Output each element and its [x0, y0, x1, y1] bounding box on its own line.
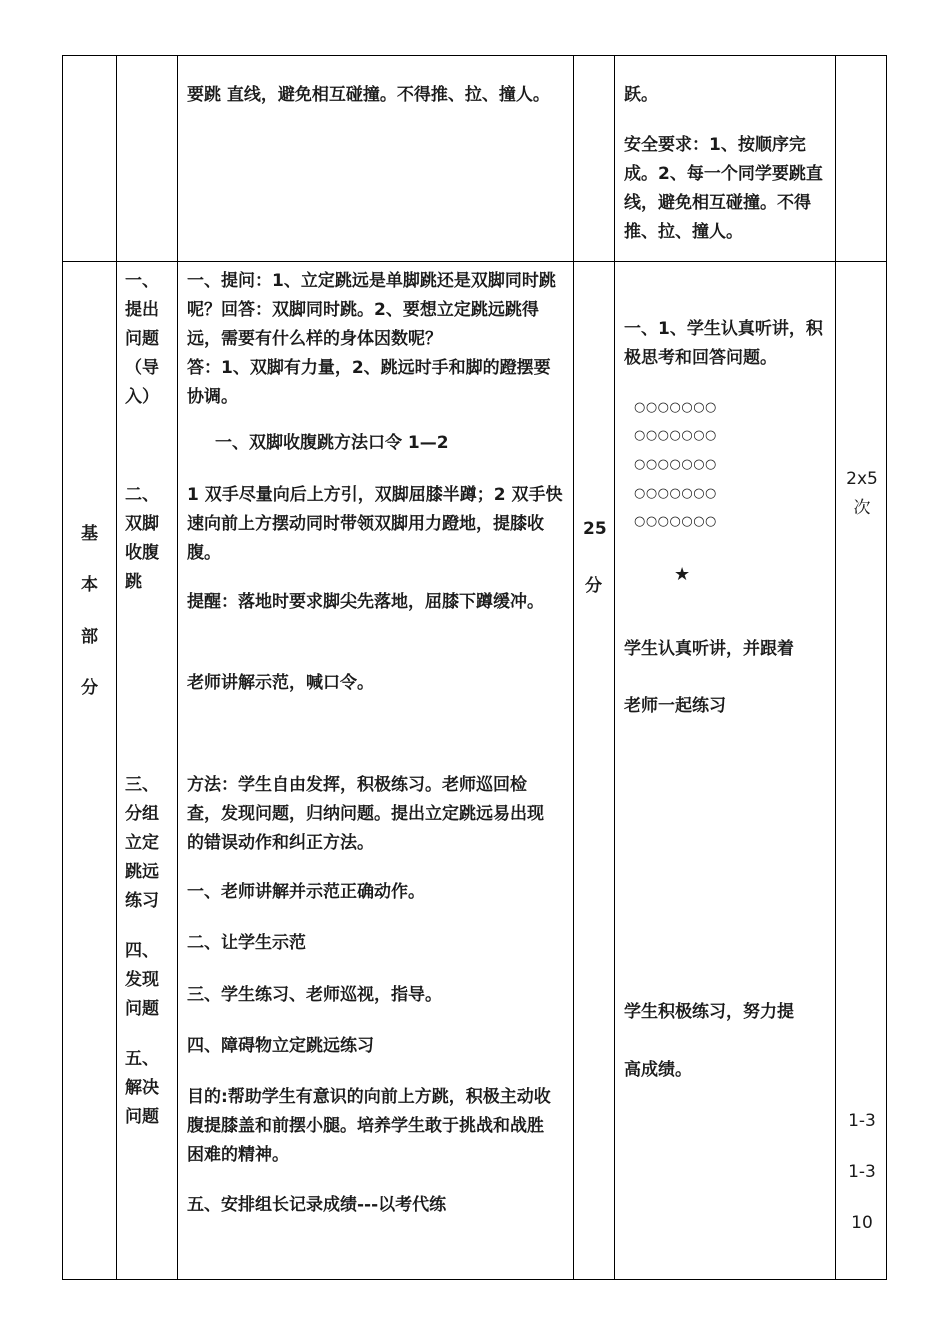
teacher-star-icon: ★	[674, 564, 691, 585]
content-question: 一、提问：1、立定跳远是单脚跳还是双脚同时跳呢？回答：双脚同时跳。2、要想立定跳远跳得远，需要有什么样的身体因数呢？	[187, 271, 556, 349]
step-jump: 二、双脚收腹跳	[125, 485, 159, 592]
formation-row: ○○○○○○○	[634, 428, 717, 443]
step-solve-problems: 五、解决问题	[125, 1049, 159, 1127]
content-item-3: 三、学生练习、老师巡视，指导。	[187, 985, 442, 1005]
section-label-char: 分	[81, 678, 98, 698]
set-count: 1-3	[848, 1162, 876, 1182]
content-item-1: 一、老师讲解并示范正确动作。	[187, 882, 425, 902]
student-activity-listen: 一、1、学生认真听讲，积极思考和回答问题。	[624, 319, 823, 368]
formation-row: ○○○○○○○	[634, 514, 717, 529]
formation-row: ○○○○○○○	[634, 457, 717, 472]
student-activity-follow-b: 老师一起练习	[624, 696, 726, 716]
top-row-content: 要跳 直线，避免相互碰撞。不得推、拉、撞人。	[187, 85, 550, 105]
content-method-title: 一、双脚收腹跳方法口令 1—2	[215, 433, 449, 453]
row-divider	[63, 261, 886, 262]
content-teacher-demo: 老师讲解示范，喊口令。	[187, 673, 374, 693]
content-item-4: 四、障碍物立定跳远练习	[187, 1036, 374, 1056]
section-label-char: 部	[81, 627, 98, 647]
section-label-char: 基	[81, 524, 98, 544]
content-answer: 答：1、双脚有力量，2、跳远时手和脚的蹬摆要协调。	[187, 358, 551, 407]
time-value: 25	[583, 519, 607, 539]
column-divider	[116, 56, 117, 1279]
safety-requirements: 安全要求：1、按顺序完成。2、每一个同学要跳直线，避免相互碰撞。不得推、拉、撞人。	[624, 135, 823, 242]
reps-count: 2x5次	[846, 469, 878, 518]
content-item-2: 二、让学生示范	[187, 933, 306, 953]
student-activity-practice-b: 高成绩。	[624, 1060, 692, 1080]
set-count: 1-3	[848, 1111, 876, 1131]
student-activity-follow-a: 学生认真听讲，并跟着	[624, 639, 794, 659]
time-unit: 分	[585, 576, 602, 596]
student-activity-practice-a: 学生积极练习，努力提	[624, 1002, 794, 1022]
column-divider	[614, 56, 615, 1279]
formation-row: ○○○○○○○	[634, 400, 717, 415]
content-purpose: 目的:帮助学生有意识的向前上方跳，积极主动收腹提膝盖和前摆小腿。培养学生敢于挑战和战胜困难的精神。	[187, 1087, 551, 1165]
content-reminder: 提醒：落地时要求脚尖先落地，屈膝下蹲缓冲。	[187, 592, 544, 612]
step-intro: 一、提出问题（导入）	[125, 271, 159, 407]
content-practice-method: 方法：学生自由发挥，积极练习。老师巡回检查，发现问题，归纳问题。提出立定跳远易出现的错误动作和纠正方法。	[187, 775, 544, 853]
column-divider	[573, 56, 574, 1279]
column-divider	[177, 56, 178, 1279]
content-method-detail: 1 双手尽量向后上方引，双脚屈膝半蹲；2 双手快速向前上方摆动同时带领双脚用力蹬地，提膝收腹。	[187, 485, 563, 563]
content-item-5: 五、安排组长记录成绩---以考代练	[187, 1195, 447, 1215]
column-divider	[835, 56, 836, 1279]
set-count: 10	[851, 1213, 873, 1233]
step-practice: 三、分组立定跳远练习	[125, 775, 159, 911]
lesson-plan-table	[62, 55, 887, 1280]
formation-row: ○○○○○○○	[634, 486, 717, 501]
student-continued-text: 跃。	[624, 85, 658, 105]
section-label-char: 本	[81, 575, 98, 595]
step-find-problems: 四、发现问题	[125, 941, 159, 1019]
